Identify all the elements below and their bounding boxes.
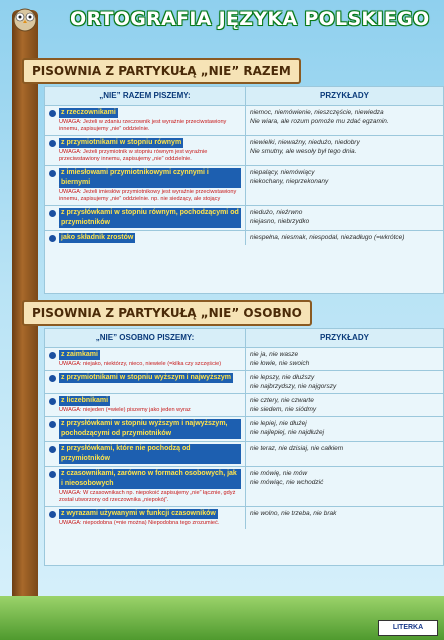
column-header-examples: PRZYKŁADY xyxy=(245,87,443,105)
owl-icon xyxy=(8,2,42,32)
example-cell: nie teraz, nie dzisiaj, nie całkiem xyxy=(245,442,443,466)
page-title: ORTOGRAFIA JĘZYKA POLSKIEGO xyxy=(70,8,430,30)
rule-cell xyxy=(45,106,245,135)
rule-note: UWAGA: W czasownikach np. niepokoić zapisujemy „nie” łącznie, gdyż został utworzony od rzeczownika „niepokój”. xyxy=(59,490,236,503)
example-cell: nie lepszy, nie dłuższy nie najbrzydszy, nie najgorszy xyxy=(245,371,443,393)
bullet-icon xyxy=(49,446,56,453)
rule-cell xyxy=(45,206,245,230)
section-sign-separate: PISOWNIA Z PARTYKUŁĄ „NIE” OSOBNO xyxy=(22,300,312,326)
rule-row xyxy=(45,442,443,467)
rule-text: z przymiotnikami w stopniu równym xyxy=(61,139,182,146)
rule-row xyxy=(45,417,443,442)
rule-text: z imiesłowami przymiotnikowymi czynnymi i biernymi xyxy=(59,168,241,188)
rule-text: z zaimkami xyxy=(61,351,98,358)
rule-note: UWAGA: Jeżeli imiesłów przymiotnikowy jest wyraźnie przeciwstawiony innemu, zapisujemy „nie” oddzielnie. np. nie siedzący, ale stojący xyxy=(59,189,237,202)
section-sign-together: PISOWNIA Z PARTYKUŁĄ „NIE” RAZEM xyxy=(22,58,301,84)
rule-cell xyxy=(45,371,245,393)
rule-note: UWAGA: Jeżeli przymiotnik w stopniu równym jest wyraźnie przeciwstawiony innemu, zapisujemy „nie” oddzielnie. xyxy=(59,149,208,162)
rule-cell xyxy=(45,442,245,466)
example-cell: nie wolno, nie trzeba, nie brak xyxy=(245,507,443,529)
example-cell: niepalący, niemówiący niekochany, nieprzekonany xyxy=(245,166,443,205)
column-header-rules: „NIE” RAZEM PISZEMY: xyxy=(99,91,191,100)
rule-text: z liczebnikami xyxy=(61,397,109,404)
example-cell: nie ja, nie wasze nie łowie, nie swoich xyxy=(245,348,443,370)
column-header-examples: PRZYKŁADY xyxy=(245,329,443,347)
column-header-rules: „NIE” OSOBNO PISZEMY: xyxy=(95,333,195,342)
rule-row xyxy=(45,136,443,166)
rule-row xyxy=(45,467,443,507)
rule-row xyxy=(45,231,443,245)
example-cell: nie lepiej, nie dłużej nie najlepiej, nie najdłużej xyxy=(245,417,443,441)
bullet-icon xyxy=(49,375,56,382)
rule-cell xyxy=(45,507,245,529)
rule-cell xyxy=(45,166,245,205)
bullet-icon xyxy=(49,170,56,177)
rule-text: z przysłówkami, które nie pochodzą od przymiotników xyxy=(59,444,241,464)
rule-cell xyxy=(45,231,245,245)
rule-row xyxy=(45,206,443,231)
rule-note: UWAGA: niejako, niektórzy, nieco, niewiele (=kilka czy szczęście) xyxy=(59,361,222,367)
rule-text: z przysłówkami w stopniu równym, pochodzącymi od przymiotników xyxy=(59,208,241,228)
rule-text: z przysłówkami w stopniu wyższym i najwyższym, pochodzącymi od przymiotników xyxy=(59,419,241,439)
rule-text: z przymiotnikami w stopniu wyższym i najwyższym xyxy=(61,374,231,381)
example-cell: niemoc, niemówienie, nieszczęście, niewiedza Nie wiara, ale rozum pomoże mu zdać egzamin. xyxy=(245,106,443,135)
bullet-icon xyxy=(49,421,56,428)
example-cell: niewielki, nieważny, niedużo, niedobry Nie smutny, ale wesoły był tego dnia. xyxy=(245,136,443,165)
bullet-icon xyxy=(49,210,56,217)
rule-row xyxy=(45,507,443,529)
rule-cell xyxy=(45,394,245,416)
rule-row xyxy=(45,166,443,206)
bullet-icon xyxy=(49,352,56,359)
rule-row xyxy=(45,106,443,136)
rule-text: z rzeczownikami xyxy=(61,109,116,116)
rule-cell xyxy=(45,136,245,165)
bullet-icon xyxy=(49,398,56,405)
rule-note: UWAGA: Jeżeli w zdaniu rzeczownik jest wyrażnie przeciwstawiony innemu, zapisujemy „nie” oddzielnie. xyxy=(59,119,227,132)
bullet-icon xyxy=(49,471,56,478)
rule-text: z czasownikami, zarówno w formach osobowych, jak i nieosobowych xyxy=(59,469,241,489)
rule-row xyxy=(45,371,443,394)
rule-text: z wyrazami używanymi w funkcji czasowników xyxy=(61,510,216,517)
bullet-icon xyxy=(49,110,56,117)
example-cell: niespełna, niesmak, niespodal, niezadługo (=wkrótce) xyxy=(245,231,443,245)
bullet-icon xyxy=(49,140,56,147)
rule-row xyxy=(45,394,443,417)
rule-cell xyxy=(45,417,245,441)
rule-cell xyxy=(45,348,245,370)
example-cell: niedużo, nieźrwno niejasno, niebrzydko xyxy=(245,206,443,230)
rule-note: UWAGA: niepodobna (=nie można) Niepodobna tego zrozumieć. xyxy=(59,520,220,526)
section-separate xyxy=(44,328,444,566)
example-cell: nie mówię, nie mów nie mówiąc, nie wchodzić xyxy=(245,467,443,506)
rule-text: jako składnik zrostów xyxy=(61,234,134,241)
publisher-logo: LITERKA xyxy=(378,620,438,636)
example-cell: nie cztery, nie czwarte nie siedem, nie siódmy xyxy=(245,394,443,416)
rule-note: UWAGA: niejeden (=wiele) piszemy jako jeden wyraz xyxy=(59,407,191,413)
bullet-icon xyxy=(49,511,56,518)
bullet-icon xyxy=(49,235,56,242)
section-together xyxy=(44,86,444,294)
rule-row xyxy=(45,348,443,371)
rule-cell xyxy=(45,467,245,506)
